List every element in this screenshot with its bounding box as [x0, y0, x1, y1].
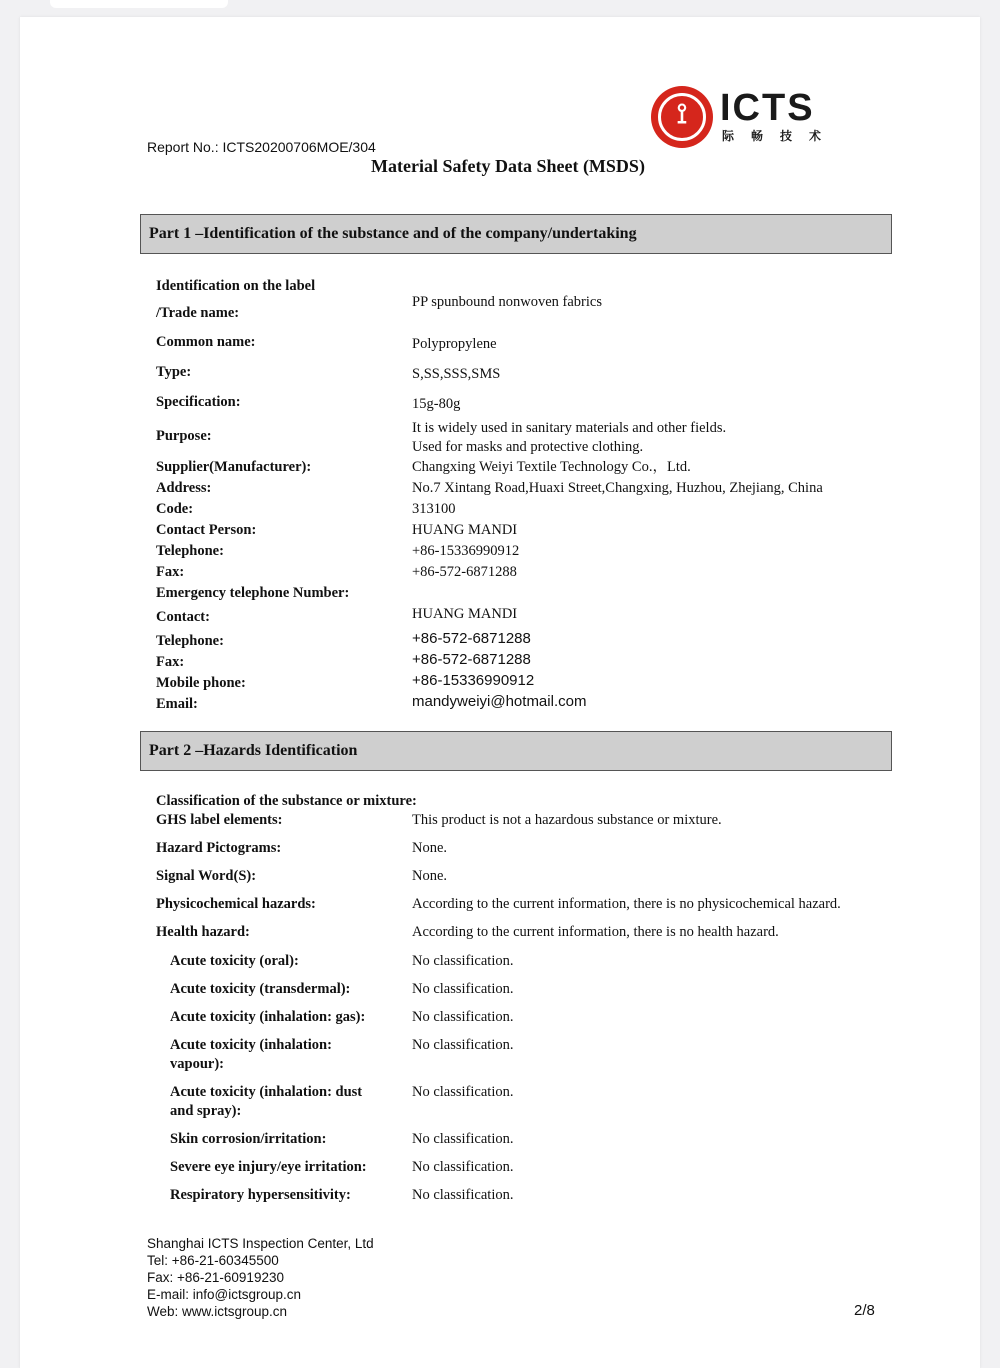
label-eye-injury: Severe eye injury/eye irritation: [170, 1159, 367, 1175]
label-purpose: Purpose: [156, 428, 212, 444]
label-fax: Fax: [156, 564, 185, 580]
value-acute-gas: No classification. [412, 1009, 514, 1025]
value-purpose-line2: Used for masks and protective clothing. [412, 439, 644, 455]
logo-text: ICTS [720, 87, 815, 129]
value-acute-vapour: No classification. [412, 1037, 514, 1053]
label-email: Email: [156, 696, 198, 712]
classification-heading: Classification of the substance or mixture: [156, 793, 417, 809]
value-fax: +86-572-6871288 [412, 564, 517, 580]
label-acute-transdermal: Acute toxicity (transdermal): [170, 981, 351, 997]
label-ghs: GHS label elements: [156, 812, 283, 828]
label-physicochemical: Physicochemical hazards: [156, 896, 316, 912]
label-supplier: Supplier(Manufacturer): [156, 459, 312, 475]
label-emergency-fax: Fax: [156, 654, 185, 670]
value-purpose-line1: It is widely used in sanitary materials and other fields. [412, 420, 727, 436]
document-page [20, 17, 980, 1368]
footer-web[interactable]: Web: www.ictsgroup.cn [147, 1304, 288, 1319]
label-identification: Identification on the label [156, 278, 316, 294]
value-acute-dust: No classification. [412, 1084, 514, 1100]
report-number: Report No.: ICTS20200706MOE/304 [147, 139, 376, 155]
part1-header [140, 214, 892, 254]
footer-company: Shanghai ICTS Inspection Center, Ltd [147, 1236, 374, 1251]
value-supplier: Changxing Weiyi Textile Technology Co.，Ltd. [412, 459, 691, 475]
footer-fax: Fax: +86-21-60919230 [147, 1270, 284, 1285]
label-contact: Contact: [156, 609, 210, 625]
document-title: Material Safety Data Sheet (MSDS) [371, 156, 645, 176]
logo-subtext: 际畅技术 [722, 129, 839, 143]
value-signal-word: None. [412, 868, 448, 884]
value-type: S,SS,SSS,SMS [412, 366, 501, 382]
label-acute-gas: Acute toxicity (inhalation: gas): [170, 1009, 366, 1025]
value-acute-transdermal: No classification. [412, 981, 514, 997]
value-specification: 15g-80g [412, 396, 461, 412]
part2-title: Part 2 –Hazards Identification [149, 742, 358, 759]
part2-header [140, 731, 892, 771]
value-email[interactable]: mandyweiyi@hotmail.com [412, 693, 587, 710]
value-emergency-fax: +86-572-6871288 [412, 651, 531, 668]
label-health-hazard: Health hazard: [156, 924, 250, 940]
label-acute-vapour: Acute toxicity (inhalation: [170, 1037, 332, 1053]
value-emergency-telephone: +86-572-6871288 [412, 630, 531, 647]
label-acute-dust: Acute toxicity (inhalation: dust [170, 1084, 363, 1100]
label-address: Address: [156, 480, 212, 496]
value-contact-person: HUANG MANDI [412, 522, 518, 538]
value-pictograms: None. [412, 840, 448, 856]
logo-glyph: ⟟ [676, 97, 688, 130]
label-skin-corrosion: Skin corrosion/irritation: [170, 1131, 327, 1147]
value-eye-injury: No classification. [412, 1159, 514, 1175]
label-contact-person: Contact Person: [156, 522, 257, 538]
label-acute-oral: Acute toxicity (oral): [170, 953, 299, 969]
part1-title: Part 1 –Identification of the substance and of the company/undertaking [149, 225, 637, 242]
value-health-hazard: According to the current information, there is no health hazard. [412, 924, 779, 940]
value-address: No.7 Xintang Road,Huaxi Street,Changxing, Huzhou, Zhejiang, China [412, 480, 823, 496]
label-respiratory: Respiratory hypersensitivity: [170, 1187, 351, 1203]
label-mobile-phone: Mobile phone: [156, 675, 246, 691]
value-ghs: This product is not a hazardous substance or mixture. [412, 812, 722, 828]
footer-email[interactable]: E-mail: info@ictsgroup.cn [147, 1287, 302, 1302]
value-code: 313100 [412, 501, 456, 517]
label-emergency-telephone2: Telephone: [156, 633, 224, 649]
value-mobile-phone: +86-15336990912 [412, 672, 535, 689]
label-acute-dust-line2: and spray): [170, 1103, 242, 1119]
value-respiratory: No classification. [412, 1187, 514, 1203]
label-type: Type: [156, 364, 192, 380]
label-emergency-telephone: Emergency telephone Number: [156, 585, 350, 601]
value-contact: HUANG MANDI [412, 606, 518, 622]
label-trade-name: /Trade name: [156, 305, 240, 321]
label-pictograms: Hazard Pictograms: [156, 840, 282, 856]
label-code: Code: [156, 501, 194, 517]
page-number: 2/8 [854, 1302, 875, 1319]
icts-logo-icon [651, 86, 713, 148]
footer-tel: Tel: +86-21-60345500 [147, 1253, 279, 1268]
label-common-name: Common name: [156, 334, 256, 350]
label-signal-word: Signal Word(S): [156, 868, 257, 884]
label-telephone: Telephone: [156, 543, 224, 559]
value-acute-oral: No classification. [412, 953, 514, 969]
value-common-name: Polypropylene [412, 336, 497, 352]
value-physicochemical: According to the current information, there is no physicochemical hazard. [412, 896, 841, 912]
value-trade-name: PP spunbound nonwoven fabrics [412, 294, 602, 310]
label-acute-vapour-line2: vapour): [170, 1056, 224, 1072]
value-skin-corrosion: No classification. [412, 1131, 514, 1147]
value-telephone: +86-15336990912 [412, 543, 520, 559]
top-tab-bar [50, 0, 228, 8]
label-specification: Specification: [156, 394, 241, 410]
